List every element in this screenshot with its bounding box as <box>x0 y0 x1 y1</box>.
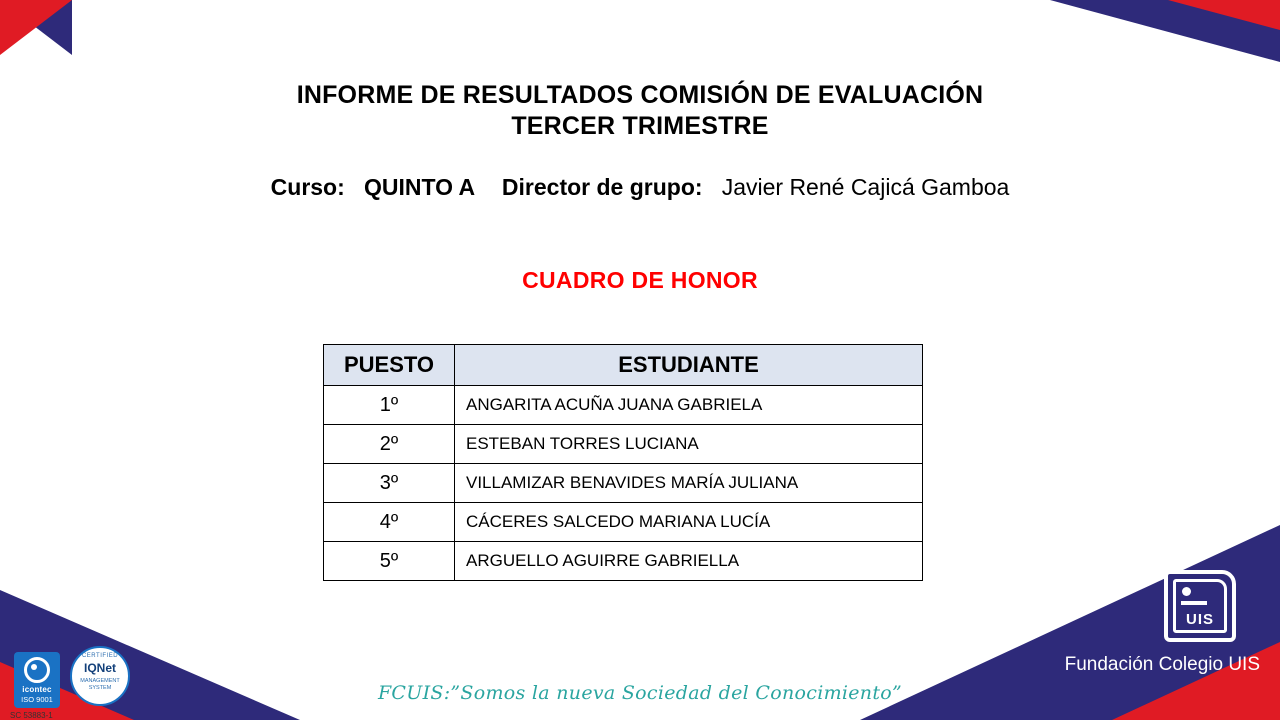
table-header <box>324 345 923 386</box>
cell-puesto: 5º <box>324 542 455 581</box>
fcuis-logo-bar <box>1181 601 1207 605</box>
corner-shape-red <box>0 0 72 55</box>
table-row <box>324 542 923 581</box>
corner-decoration-top-right <box>1050 0 1280 62</box>
icontec-iso-label: ISO 9001 <box>21 695 53 704</box>
column-header-estudiante: ESTUDIANTE <box>455 345 923 386</box>
honor-roll-heading: CUADRO DE HONOR <box>522 267 758 293</box>
page-title <box>0 80 1280 142</box>
cell-puesto: 3º <box>324 464 455 503</box>
page-title-line-1: INFORME DE RESULTADOS COMISIÓN DE EVALUACIÓN <box>296 81 984 109</box>
course-value: QUINTO A <box>363 174 476 200</box>
table-row <box>324 464 923 503</box>
icontec-certificate-code: SC 53883-1 <box>10 711 53 720</box>
fcuis-logo-text: UIS <box>1185 611 1214 628</box>
corner-shape-red <box>1168 0 1280 30</box>
cell-puesto: 1º <box>324 386 455 425</box>
iqnet-name: IQNet <box>83 661 116 675</box>
director-value: Javier René Cajicá Gamboa <box>721 174 1010 200</box>
cell-estudiante: CÁCERES SALCEDO MARIANA LUCÍA <box>455 503 923 542</box>
page-title-line-2: TERCER TRIMESTRE <box>511 112 769 140</box>
corner-decoration-top-left <box>0 0 72 55</box>
table-header-row <box>324 345 923 386</box>
cell-estudiante: VILLAMIZAR BENAVIDES MARÍA JULIANA <box>455 464 923 503</box>
cell-puesto: 4º <box>324 503 455 542</box>
cell-estudiante: ARGUELLO AGUIRRE GABRIELLA <box>455 542 923 581</box>
cell-puesto: 2º <box>324 425 455 464</box>
course-label: Curso: <box>270 174 345 200</box>
table-row <box>324 425 923 464</box>
icontec-name: icontec <box>22 685 52 694</box>
cell-estudiante: ESTEBAN TORRES LUCIANA <box>455 425 923 464</box>
honor-roll-table <box>323 344 923 581</box>
iqnet-certified-label: CERTIFIED <box>81 653 119 659</box>
cell-estudiante: ANGARITA ACUÑA JUANA GABRIELA <box>455 386 923 425</box>
column-header-puesto: PUESTO <box>324 345 455 386</box>
table-row <box>324 503 923 542</box>
table-row <box>324 386 923 425</box>
fcuis-logo-icon <box>1164 570 1236 642</box>
table-body <box>324 386 923 581</box>
institution-name: Fundación Colegio UIS <box>1064 654 1260 675</box>
iqnet-management-label: MANAGEMENT SYSTEM <box>80 678 120 691</box>
director-label: Director de grupo: <box>501 174 703 200</box>
icontec-ring-icon <box>24 657 50 683</box>
course-and-director-line <box>0 174 1280 201</box>
institution-slogan: FCUIS:”Somos la nueva Sociedad del Conocimiento” <box>377 682 903 704</box>
fcuis-logo-dot <box>1182 587 1191 596</box>
